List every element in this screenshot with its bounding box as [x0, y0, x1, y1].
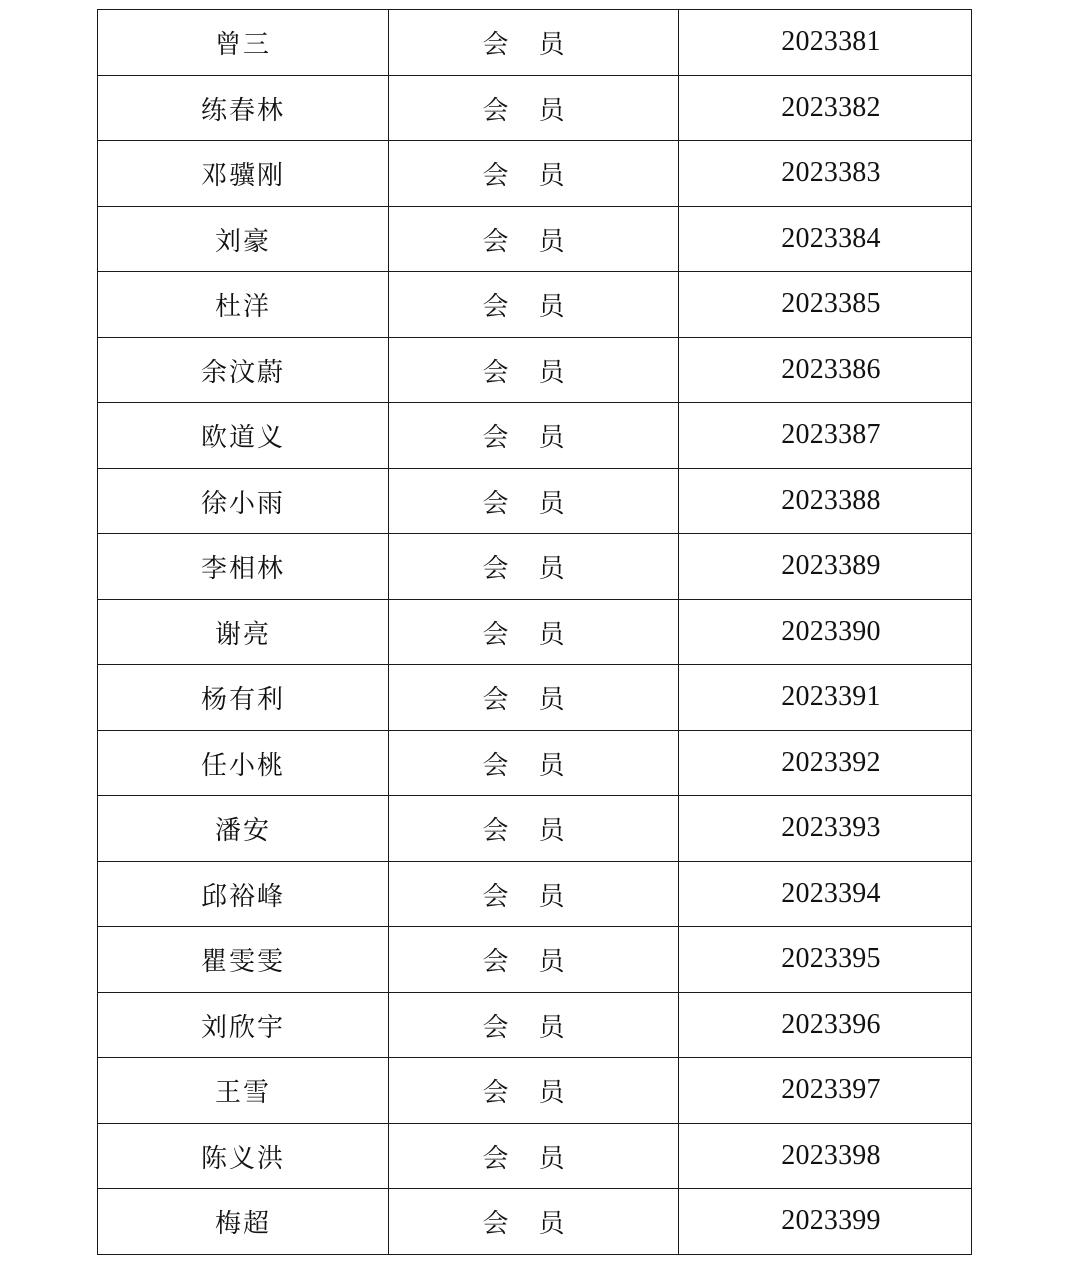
table-row	[98, 75, 972, 141]
member-number: 2023384	[781, 222, 881, 254]
member-role-cell	[389, 534, 679, 600]
member-role-cell	[389, 468, 679, 534]
member-number-cell	[679, 796, 972, 862]
member-role: 会员	[482, 292, 595, 323]
member-name: 徐小雨	[200, 488, 285, 519]
member-number: 2023386	[781, 353, 881, 385]
member-number-cell	[679, 272, 972, 338]
member-role-cell	[389, 599, 679, 665]
member-role-cell	[389, 796, 679, 862]
member-name: 邱裕峰	[200, 881, 285, 912]
member-number-cell	[679, 1189, 972, 1255]
member-number: 2023392	[781, 746, 881, 778]
member-name-cell	[98, 206, 389, 272]
table-row	[98, 141, 972, 207]
member-name-cell	[98, 1123, 389, 1189]
member-role: 会员	[482, 1143, 595, 1174]
member-role-cell	[389, 206, 679, 272]
member-role-cell	[389, 10, 679, 76]
member-number: 2023387	[781, 419, 881, 451]
table-row	[98, 206, 972, 272]
member-name-cell	[98, 75, 389, 141]
member-number: 2023388	[781, 484, 881, 516]
member-role: 会员	[482, 685, 595, 716]
member-name-cell	[98, 1189, 389, 1255]
member-name-cell	[98, 796, 389, 862]
member-role-cell	[389, 1058, 679, 1124]
member-number: 2023397	[781, 1074, 881, 1106]
table-row	[98, 272, 972, 338]
member-name: 余汶蔚	[200, 357, 285, 388]
member-name-cell	[98, 403, 389, 469]
member-role: 会员	[482, 554, 595, 585]
member-number: 2023390	[781, 615, 881, 647]
table-row	[98, 1123, 972, 1189]
member-number-cell	[679, 468, 972, 534]
member-number-cell	[679, 861, 972, 927]
member-role-cell	[389, 403, 679, 469]
member-role-cell	[389, 141, 679, 207]
member-number: 2023393	[781, 812, 881, 844]
member-role-cell	[389, 1189, 679, 1255]
member-number: 2023391	[781, 681, 881, 713]
member-role-cell	[389, 927, 679, 993]
member-number-cell	[679, 141, 972, 207]
table-row	[98, 1189, 972, 1255]
member-name: 邓骥刚	[200, 161, 285, 192]
member-number-cell	[679, 10, 972, 76]
member-number-cell	[679, 206, 972, 272]
member-name: 刘豪	[214, 226, 271, 257]
member-name: 刘欣宇	[200, 1012, 285, 1043]
member-number: 2023383	[781, 157, 881, 189]
table-row	[98, 403, 972, 469]
table-row	[98, 10, 972, 76]
member-name-cell	[98, 599, 389, 665]
member-name-cell	[98, 992, 389, 1058]
member-role: 会员	[482, 1012, 595, 1043]
member-number-cell	[679, 599, 972, 665]
member-number: 2023381	[781, 26, 881, 58]
member-number-cell	[679, 1058, 972, 1124]
member-number: 2023394	[781, 877, 881, 909]
table-row	[98, 730, 972, 796]
member-number-cell	[679, 927, 972, 993]
member-name: 杜洋	[214, 292, 271, 323]
member-number-cell	[679, 992, 972, 1058]
member-role: 会员	[482, 1078, 595, 1109]
member-number-cell	[679, 403, 972, 469]
member-role-cell	[389, 1123, 679, 1189]
member-name-cell	[98, 337, 389, 403]
member-name: 梅超	[214, 1209, 271, 1240]
member-number: 2023389	[781, 550, 881, 582]
member-number-cell	[679, 337, 972, 403]
member-number-cell	[679, 1123, 972, 1189]
member-name: 王雪	[214, 1078, 271, 1109]
table-row	[98, 337, 972, 403]
member-name-cell	[98, 141, 389, 207]
member-role-cell	[389, 272, 679, 338]
member-number-cell	[679, 75, 972, 141]
member-number: 2023396	[781, 1008, 881, 1040]
member-name: 潘安	[214, 816, 271, 847]
member-name: 曾三	[214, 30, 271, 61]
table-row	[98, 796, 972, 862]
member-role: 会员	[482, 488, 595, 519]
member-role: 会员	[482, 947, 595, 978]
member-role: 会员	[482, 816, 595, 847]
member-name: 杨有利	[200, 685, 285, 716]
member-role-cell	[389, 337, 679, 403]
member-name: 李相林	[200, 554, 285, 585]
member-name-cell	[98, 534, 389, 600]
member-name-cell	[98, 10, 389, 76]
member-role-cell	[389, 730, 679, 796]
member-name: 欧道义	[200, 423, 285, 454]
member-name-cell	[98, 927, 389, 993]
member-table-body	[98, 10, 972, 1255]
member-role: 会员	[482, 619, 595, 650]
table-row	[98, 927, 972, 993]
member-number-cell	[679, 730, 972, 796]
member-role: 会员	[482, 161, 595, 192]
member-role: 会员	[482, 750, 595, 781]
member-role: 会员	[482, 30, 595, 61]
table-row	[98, 468, 972, 534]
member-number-cell	[679, 534, 972, 600]
member-name-cell	[98, 861, 389, 927]
member-name: 瞿雯雯	[200, 947, 285, 978]
member-name: 谢亮	[214, 619, 271, 650]
member-number: 2023382	[781, 91, 881, 123]
member-role: 会员	[482, 1209, 595, 1240]
member-role: 会员	[482, 95, 595, 126]
member-role: 会员	[482, 881, 595, 912]
member-role-cell	[389, 861, 679, 927]
table-row	[98, 599, 972, 665]
member-name-cell	[98, 730, 389, 796]
table-row	[98, 534, 972, 600]
member-table	[97, 9, 972, 1255]
member-role: 会员	[482, 357, 595, 388]
member-name-cell	[98, 1058, 389, 1124]
table-row	[98, 665, 972, 731]
member-name: 任小桃	[200, 750, 285, 781]
member-number: 2023399	[781, 1205, 881, 1237]
member-role-cell	[389, 992, 679, 1058]
member-role-cell	[389, 75, 679, 141]
member-number: 2023395	[781, 943, 881, 975]
member-name: 练春林	[200, 95, 285, 126]
member-name-cell	[98, 665, 389, 731]
member-number-cell	[679, 665, 972, 731]
member-number: 2023385	[781, 288, 881, 320]
member-number: 2023398	[781, 1139, 881, 1171]
member-role: 会员	[482, 423, 595, 454]
member-name-cell	[98, 272, 389, 338]
table-row	[98, 861, 972, 927]
member-role: 会员	[482, 226, 595, 257]
table-row	[98, 1058, 972, 1124]
member-name-cell	[98, 468, 389, 534]
member-role-cell	[389, 665, 679, 731]
table-row	[98, 992, 972, 1058]
member-name: 陈义洪	[200, 1143, 285, 1174]
